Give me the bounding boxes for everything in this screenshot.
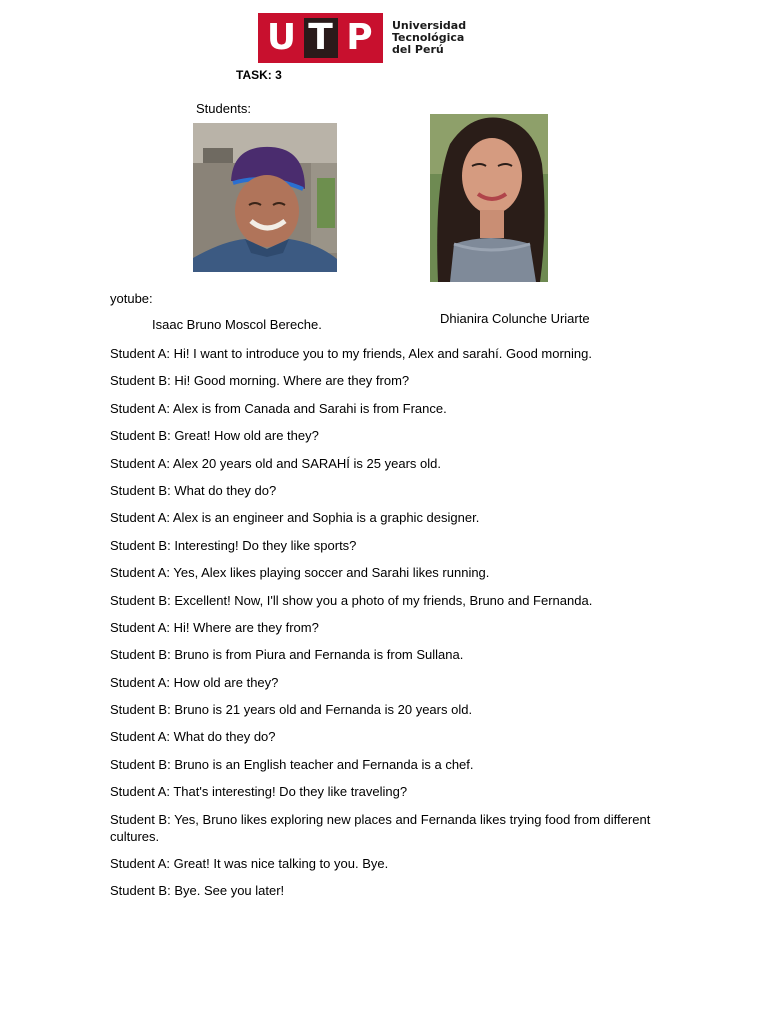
dialogue-line: Student A: What do they do? xyxy=(110,729,276,745)
utp-logo xyxy=(258,13,466,63)
logo-letter-u: U xyxy=(266,17,297,58)
logo-letter-p: P xyxy=(346,17,373,58)
dialogue-line: Student B: What do they do? xyxy=(110,482,277,498)
logo-letter-t: T xyxy=(304,18,338,58)
dialogue-line: Student B: Hi! Good morning. Where are they from? xyxy=(110,373,410,389)
dialogue-line: Student A: Yes, Alex likes playing soccer and Sarahi likes running. xyxy=(110,565,490,581)
dialogue-line: Student A: Alex 20 years old and SARAHÍ is 25 years old. xyxy=(110,455,441,471)
dialogue-line: Student B: Bruno is from Piura and Fernanda is from Sullana. xyxy=(110,647,464,663)
dialogue-line: Student B: Bruno is an English teacher and Fernanda is a chef. xyxy=(110,756,474,772)
dialogue-line: Student A: Alex is an engineer and Sophia is a graphic designer. xyxy=(110,510,480,526)
student-photo-dhianira xyxy=(430,114,548,282)
logo-mark xyxy=(258,13,383,63)
dialogue-line: Student B: Yes, Bruno likes exploring new places and Fernanda likes trying food from different cultures. xyxy=(110,811,651,844)
dialogue-line: Student B: Interesting! Do they like sports? xyxy=(110,537,357,553)
task-heading: TASK: 3 xyxy=(236,68,282,82)
dialogue-line: Student B: Great! How old are they? xyxy=(110,428,319,444)
dialogue-line: Student B: Bye. See you later! xyxy=(110,883,285,899)
logo-text xyxy=(392,20,466,56)
students-label: Students: xyxy=(196,101,251,116)
logo-text-line: Universidad xyxy=(392,19,467,32)
dialogue-line: Student A: That's interesting! Do they like traveling? xyxy=(110,784,408,800)
youtube-label: yotube: xyxy=(110,291,153,306)
dialogue-line: Student B: Excellent! Now, I'll show you a photo of my friends, Bruno and Fernanda. xyxy=(110,592,593,608)
dialogue-line: Student A: Hi! I want to introduce you to my friends, Alex and sarahí. Good morning. xyxy=(110,346,592,361)
dialogue xyxy=(110,345,670,910)
dialogue-line: Student A: Hi! Where are they from? xyxy=(110,619,319,635)
student-name-dhianira: Dhianira Colunche Uriarte xyxy=(440,311,590,326)
logo-text-line: Tecnológica xyxy=(392,31,465,44)
dialogue-line: Student A: Great! It was nice talking to you. Bye. xyxy=(110,856,389,872)
dialogue-line: Student A: Alex is from Canada and Sarahi is from France. xyxy=(110,400,447,416)
dialogue-line: Student B: Bruno is 21 years old and Fernanda is 20 years old. xyxy=(110,702,473,718)
student-name-isaac: Isaac Bruno Moscol Bereche. xyxy=(152,317,322,332)
student-photo-isaac xyxy=(193,123,337,272)
dialogue-line: Student A: How old are they? xyxy=(110,674,279,690)
logo-text-line: del Perú xyxy=(392,43,444,56)
